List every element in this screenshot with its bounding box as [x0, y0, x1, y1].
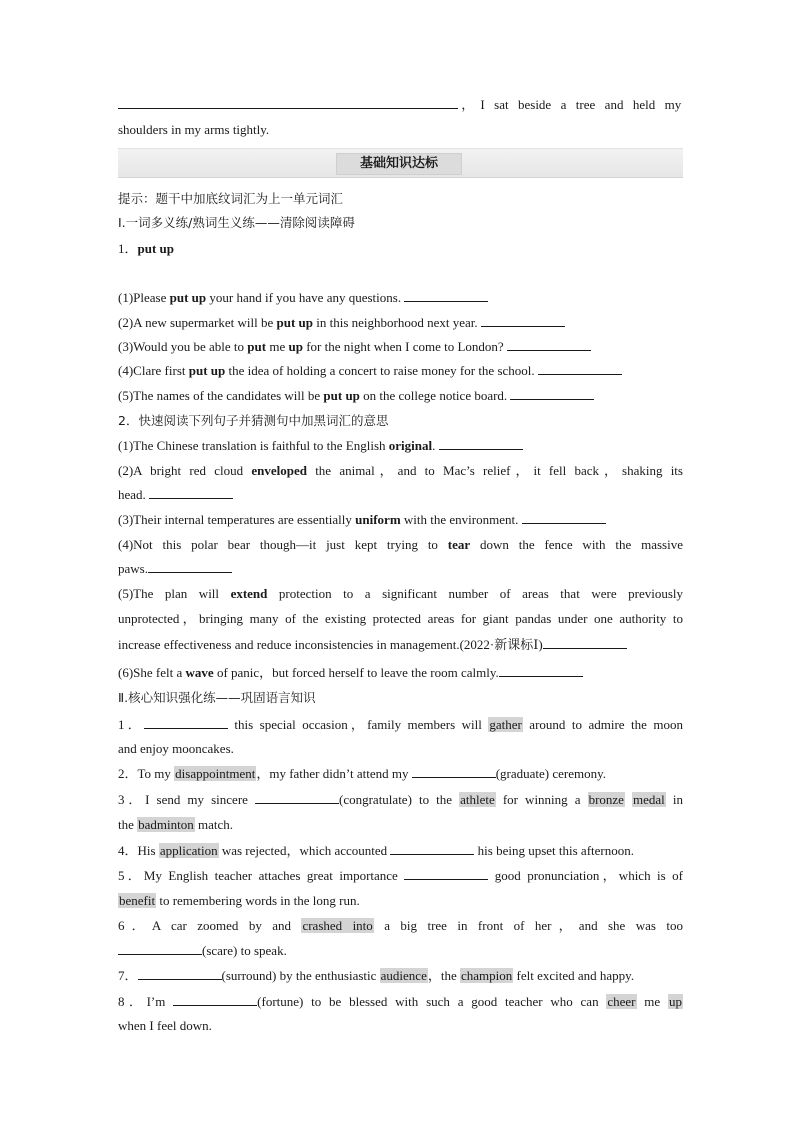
s2-item-3: 3．I send my sincere (congratulate) to the athlete for winning a bronze medal in: [118, 792, 683, 807]
answer-blank[interactable]: [507, 338, 591, 351]
answer-blank[interactable]: [404, 867, 488, 880]
answer-blank[interactable]: [499, 664, 583, 677]
answer-blank[interactable]: [412, 765, 496, 778]
s2-item-6-cont: (scare) to speak.: [118, 942, 683, 960]
answer-blank[interactable]: [173, 993, 257, 1006]
s2-item-5: 5．My English teacher attaches great importance good pronunciation，which is of: [118, 868, 683, 883]
section-banner: [118, 148, 683, 178]
q2-heading: 2．快速阅读下列句子并猜测句中加黑词汇的意思: [118, 413, 389, 428]
s2-item-8-cont: when I feel down.: [118, 1018, 212, 1033]
banner-title: 基础知识达标: [336, 153, 462, 175]
q1-number: 1．: [118, 241, 138, 256]
q1-heading: [118, 240, 683, 258]
q2-item-2-cont: head.: [118, 486, 683, 504]
section1-title: Ⅰ.一词多义练/熟词生义练——清除阅读障碍: [118, 215, 355, 230]
q1-item-2: (2)A new supermarket will be put up in this neighborhood next year.: [118, 314, 683, 332]
answer-blank[interactable]: [404, 289, 488, 302]
answer-blank[interactable]: [144, 716, 228, 729]
s2-item-3-cont: the badminton match.: [118, 817, 234, 832]
top-sentence-line1: [118, 96, 683, 114]
answer-blank[interactable]: [255, 791, 339, 804]
answer-blank[interactable]: [538, 362, 622, 375]
q1-item-5: (5)The names of the candidates will be put up on the college notice board.: [118, 387, 683, 405]
s2-item-4: 4．His application was rejected，which accounted his being upset this afternoon.: [118, 843, 634, 858]
q2-item-4-cont: paws.: [118, 560, 683, 578]
vocab-highlight: disappointment: [175, 766, 256, 781]
answer-blank[interactable]: [138, 967, 222, 980]
s2-item-1: 1． this special occasion，family members will gather around to admire the moon: [118, 717, 683, 732]
vocab-highlight: up: [668, 994, 682, 1009]
q2-item-4: (4)Not this polar bear though—it just kept trying to tear down the fence with the massive: [118, 537, 683, 552]
q2-item-5-cont2: increase effectiveness and reduce inconsistencies in management.(2022·新课标Ⅰ): [118, 636, 683, 654]
q2-item-5-cont: unprotected，bringing many of the existing protected areas for giant pandas under one authority to: [118, 611, 683, 626]
answer-blank[interactable]: [510, 387, 594, 400]
vocab-highlight: audience: [380, 968, 427, 983]
vocab-highlight: medal: [633, 792, 665, 807]
hint-text: 提示：题干中加底纹词汇为上一单元词汇: [118, 191, 344, 206]
answer-blank[interactable]: [149, 486, 233, 499]
q2-item-5: (5)The plan will extend protection to a significant number of areas that were previously: [118, 586, 683, 601]
top-sentence-line2: shoulders in my arms tightly.: [118, 122, 270, 137]
answer-blank[interactable]: [118, 942, 202, 955]
answer-blank[interactable]: [148, 560, 232, 573]
q1-item-4: (4)Clare first put up the idea of holding a concert to raise money for the school.: [118, 362, 683, 380]
vocab-highlight: benefit: [119, 893, 156, 908]
q1-item-3: (3)Would you be able to put me up for the night when I come to London?: [118, 338, 683, 356]
vocab-highlight: crashed into: [302, 918, 373, 933]
s2-item-1-cont: and enjoy mooncakes.: [118, 741, 234, 756]
q1-word: put up: [137, 241, 175, 256]
vocab-highlight: badminton: [138, 817, 194, 832]
vocab-highlight: champion: [461, 968, 513, 983]
answer-blank[interactable]: [481, 314, 565, 327]
top-sentence-tail: ，I sat beside a tree and held my: [461, 97, 682, 112]
vocab-highlight: athlete: [460, 792, 495, 807]
vocab-highlight: cheer: [607, 994, 636, 1009]
s2-item-8: 8．I’m (fortune) to be blessed with such a good teacher who can cheer me up: [118, 994, 682, 1009]
s2-item-6: 6．A car zoomed by and crashed into a big tree in front of her，and she was too: [118, 918, 684, 933]
section2-title: Ⅱ.核心知识强化练——巩固语言知识: [118, 690, 316, 705]
q2-item-3: (3)Their internal temperatures are essentially uniform with the environment.: [118, 511, 683, 529]
answer-blank[interactable]: [543, 636, 627, 649]
s2-item-5-cont: benefit to remembering words in the long run.: [119, 893, 360, 908]
s2-item-2: 2．To my disappointment，my father didn’t attend my (graduate) ceremony.: [118, 766, 607, 781]
answer-blank[interactable]: [118, 96, 458, 109]
q2-item-6: (6)She felt a wave of panic，but forced herself to leave the room calmly.: [118, 664, 683, 682]
answer-blank[interactable]: [522, 511, 606, 524]
vocab-highlight: application: [159, 843, 218, 858]
answer-blank[interactable]: [390, 842, 474, 855]
answer-blank[interactable]: [439, 437, 523, 450]
q2-item-1: (1)The Chinese translation is faithful to the English original.: [118, 437, 683, 455]
vocab-highlight: bronze: [588, 792, 624, 807]
q1-item-1: (1)Please put up your hand if you have any questions.: [118, 289, 683, 307]
vocab-highlight: gather: [489, 717, 522, 732]
s2-item-7: 7． (surround) by the enthusiastic audience，the champion felt excited and happy.: [118, 968, 635, 983]
q2-item-2: (2)A bright red cloud enveloped the animal，and to Mac’s relief，it fell back，shaking its: [118, 463, 683, 478]
